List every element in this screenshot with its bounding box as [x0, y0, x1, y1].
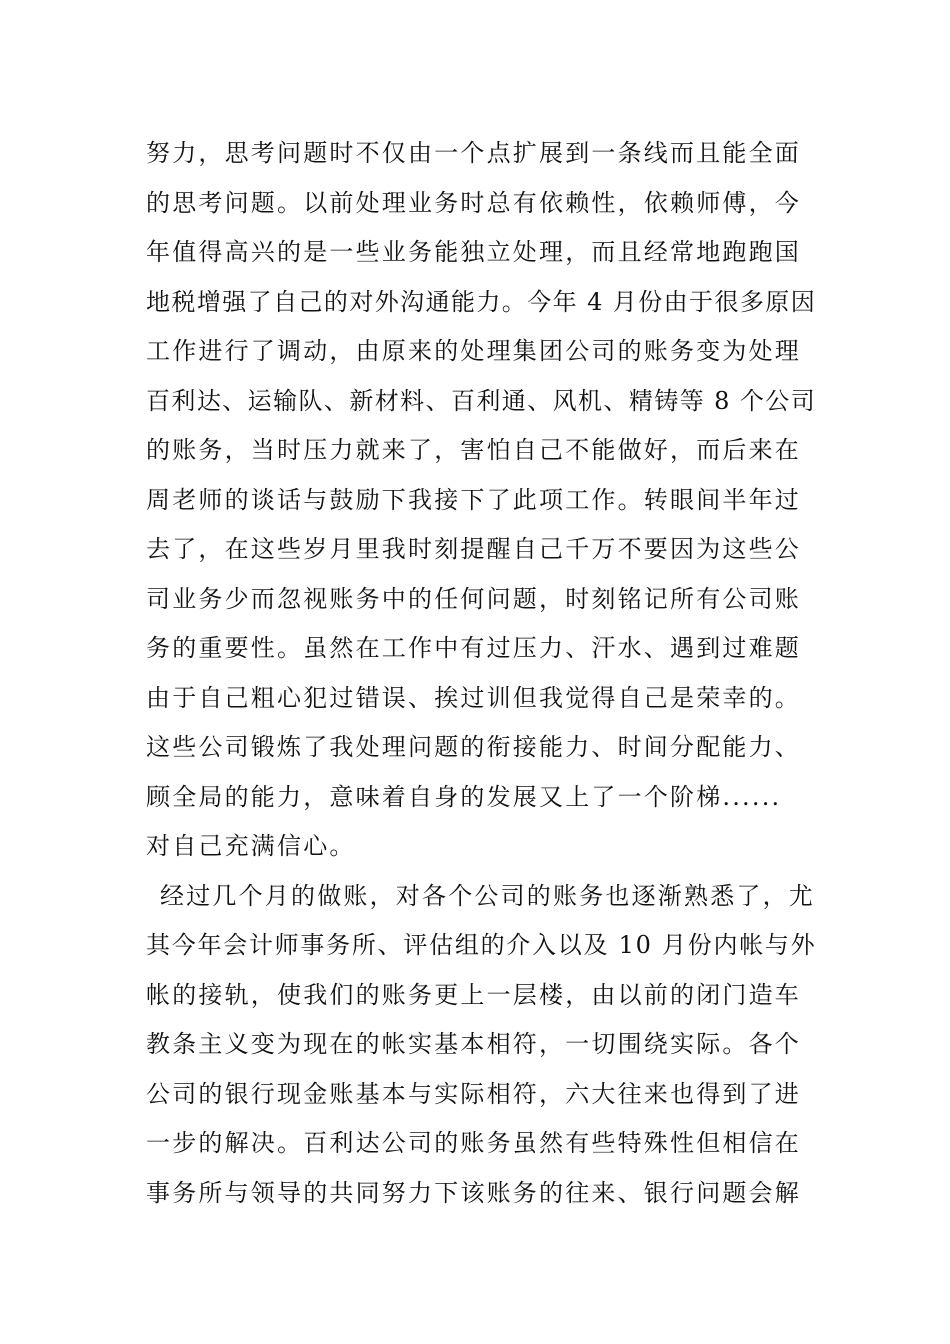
text-line-15: 对自己充满信心。 — [146, 832, 356, 860]
text-line-14: 顾全局的能力，意味着自身的发展又上了一个阶梯...... — [146, 782, 782, 811]
text-line-20: 公司的银行现金账基本与实际相符，六大往来也得到了进 — [146, 1079, 801, 1108]
text-line-5: 工作进行了调动，由原来的处理集团公司的账务变为处理 — [146, 337, 801, 365]
text-line-12: 由于自己粗心犯过错误、挨过训但我觉得自己是荣幸的。 — [146, 683, 801, 712]
text-line-3: 年值得高兴的是一些业务能独立处理，而且经常地跑跑国 — [146, 238, 801, 266]
text-line-16: 经过几个月的做账，对各个公司的账务也逐渐熟悉了，尤 — [160, 881, 815, 910]
text-line-1: 努力，思考问题时不仅由一个点扩展到一条线而且能全面 — [146, 139, 801, 167]
text-line-22: 事务所与领导的共同努力下该账务的往来、银行问题会解 — [146, 1178, 801, 1207]
body-text — [146, 129, 816, 1218]
text-line-19: 教条主义变为现在的帐实基本相符，一切围绕实际。各个 — [146, 1030, 801, 1058]
text-line-11: 务的重要性。虽然在工作中有过压力、汗水、遇到过难题 — [146, 634, 801, 662]
text-line-21: 一步的解决。百利达公司的账务虽然有些特殊性但相信在 — [146, 1129, 801, 1157]
text-line-4: 地税增强了自己的对外沟通能力。今年 4 月份由于很多原因 — [146, 287, 817, 316]
text-line-9: 去了，在这些岁月里我时刻提醒自己千万不要因为这些公 — [146, 535, 801, 563]
text-line-6: 百利达、运输队、新材料、百利通、风机、精铸等 8 个公司 — [146, 386, 817, 415]
text-line-8: 周老师的谈话与鼓励下我接下了此项工作。转眼间半年过 — [146, 485, 801, 514]
text-line-17: 其今年会计师事务所、评估组的介入以及 10 月份内帐与外 — [146, 931, 817, 959]
text-line-2: 的思考问题。以前处理业务时总有依赖性，依赖师傅，今 — [146, 188, 801, 217]
text-line-10: 司业务少而忽视账务中的任何问题，时刻铭记所有公司账 — [146, 584, 801, 613]
text-line-7: 的账务，当时压力就来了，害怕自己不能做好，而后来在 — [146, 436, 801, 464]
text-line-13: 这些公司锻炼了我处理问题的衔接能力、时间分配能力、 — [146, 733, 801, 761]
text-line-18: 帐的接轨，使我们的账务更上一层楼，由以前的闭门造车 — [146, 980, 801, 1009]
